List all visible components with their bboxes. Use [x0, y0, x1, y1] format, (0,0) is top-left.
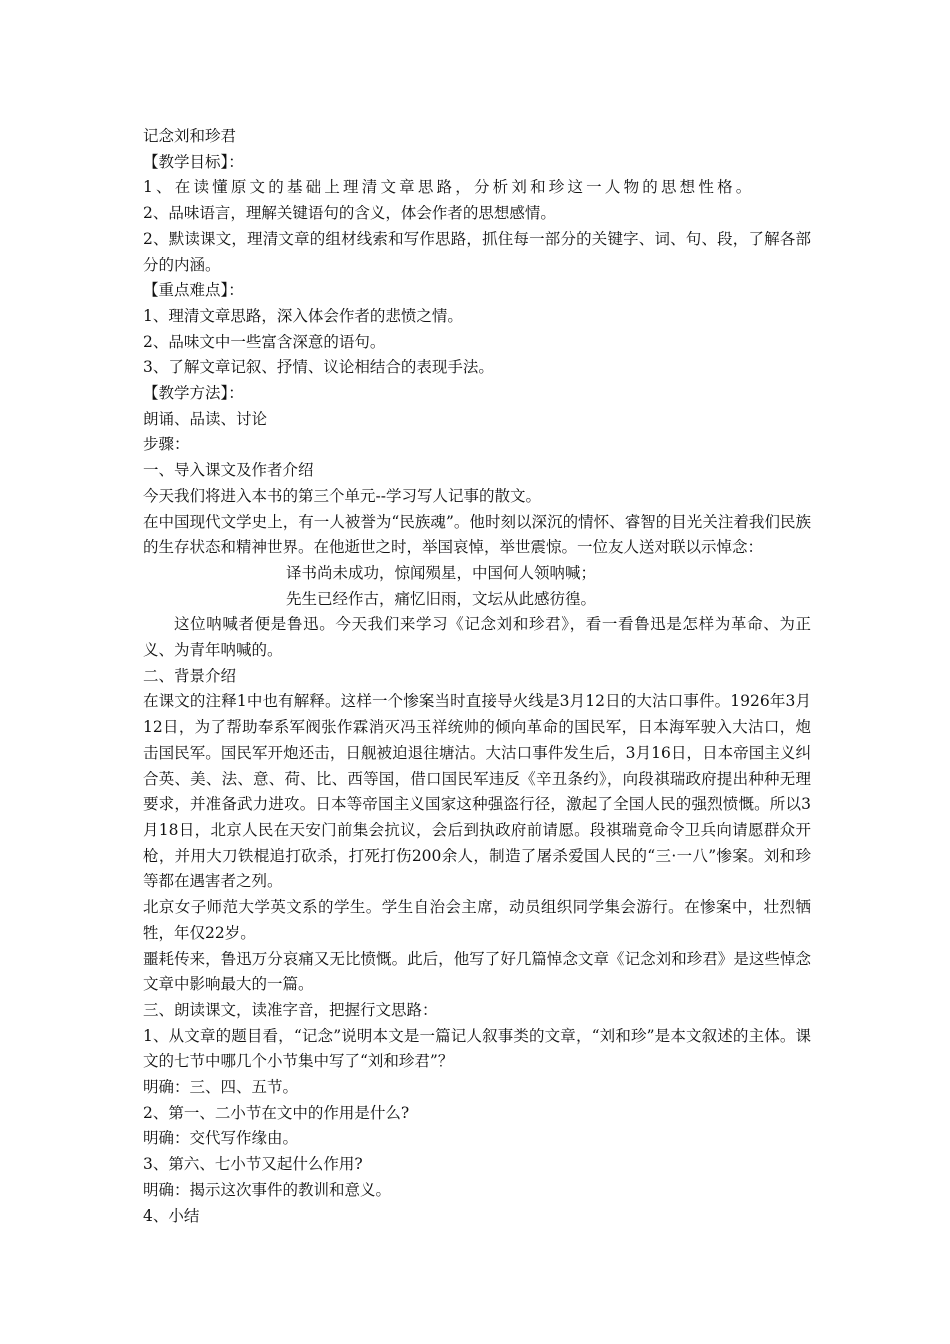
part1-paragraph-1: 今天我们将进入本书的第三个单元--学习写人记事的散文。: [143, 486, 541, 505]
part1-paragraph-3: 这位呐喊者便是鲁迅。今天我们来学习《记念刘和珍君》，看一看鲁迅是怎样为革命、为正义、为青年呐喊的。: [143, 615, 811, 660]
part3-heading: 三、朗读课文，读准字音，把握行文思路：: [143, 1000, 438, 1019]
answer-3: 明确：揭示这次事件的教训和意义。: [143, 1180, 392, 1199]
part2-heading: 二、背景介绍: [143, 666, 237, 685]
goals-heading: 【教学目标】：: [143, 152, 244, 171]
key-point-2: 2、品味文中一些富含深意的语句。: [143, 332, 386, 351]
part1-paragraph-2: 在中国现代文学史上，有一人被誉为“民族魂”。他时刻以深沉的情怀、睿智的目光关注着我们民族的生存状态和精神世界。在他逝世之时，举国哀悼，举世震惊。一位友人送对联以示悼念：: [143, 512, 811, 557]
part2-paragraph-3: 噩耗传来，鲁迅万分哀痛又无比愤慨。此后，他写了好几篇悼念文章《记念刘和珍君》是这些悼念文章中影响最大的一篇。: [143, 949, 811, 994]
method-text: 朗诵、品读、讨论: [143, 409, 268, 428]
question-3: 3、第六、七小节又起什么作用?: [143, 1155, 363, 1174]
part2-paragraph-1: 在课文的注释1中也有解释。这样一个惨案当时直接导火线是3月12日的大沽口事件。1926年3月12日，为了帮助奉系军阀张作霖消灭冯玉祥统帅的倾向革命的国民军，日本海军驶入大沽口，炮击国民军。国民军开炮还击，日舰被迫退往塘沽。大沽口事件发生后，3月16日，日本帝国主义纠合英、美、法、意、荷、比、西等国，借口国民军违反《辛丑条约》，向段祺瑞政府提出种种无理要求，并准备武力进攻。日本等帝国主义国家这种强盗行径，激起了全国人民的强烈愤慨。所以3月18日，北京人民在天安门前集会抗议，会后到执政府前请愿。段祺瑞竟命令卫兵向请愿群众开枪，并用大刀铁棍追打砍杀，打死打伤200余人，制造了屠杀爱国人民的“三·一八”惨案。刘和珍等都在遇害者之列。: [143, 692, 811, 891]
couplet-line-1: 译书尚未成功，惊闻殒星，中国何人领呐喊；: [286, 563, 597, 582]
part2-paragraph-2: 北京女子师范大学英文系的学生。学生自治会主席，动员组织同学集会游行。在惨案中，壮烈牺牲，年仅22岁。: [143, 898, 811, 942]
document-page: [143, 124, 811, 1229]
method-heading: 【教学方法】：: [143, 384, 244, 403]
question-4: 4、小结: [143, 1206, 200, 1225]
question-1: 1、从文章的题目看，“记念”说明本文是一篇记人叙事类的文章，“刘和珍”是本文叙述的主体。课文的七节中哪几个小节集中写了“刘和珍君”？: [143, 1026, 811, 1071]
answer-1: 明确：三、四、五节。: [143, 1078, 299, 1097]
goal-item-2: 2、品味语言，理解关键语句的含义，体会作者的思想感情。: [143, 204, 556, 223]
question-2: 2、第一、二小节在文中的作用是什么?: [143, 1103, 410, 1122]
key-point-3: 3、了解文章记叙、抒情、议论相结合的表现手法。: [143, 358, 494, 377]
document-title: 记念刘和珍君: [143, 127, 237, 145]
goal-item-1: 1、在读懂原文的基础上理清文章思路，分析刘和珍这一人物的思想性格。: [143, 178, 755, 197]
answer-2: 明确：交代写作缘由。: [143, 1129, 299, 1148]
part1-heading: 一、导入课文及作者介绍: [143, 461, 314, 480]
steps-heading: 步骤：: [143, 435, 190, 454]
couplet-line-2: 先生已经作古，痛忆旧雨，文坛从此感彷徨。: [286, 589, 597, 608]
key-point-1: 1、理清文章思路，深入体会作者的悲愤之情。: [143, 306, 463, 325]
goal-item-3: 2、默读课文，理清文章的组材线索和写作思路，抓住每一部分的关键字、词、句、段，了解各部分的内涵。: [143, 229, 811, 274]
key-heading: 【重点难点】：: [143, 281, 244, 300]
